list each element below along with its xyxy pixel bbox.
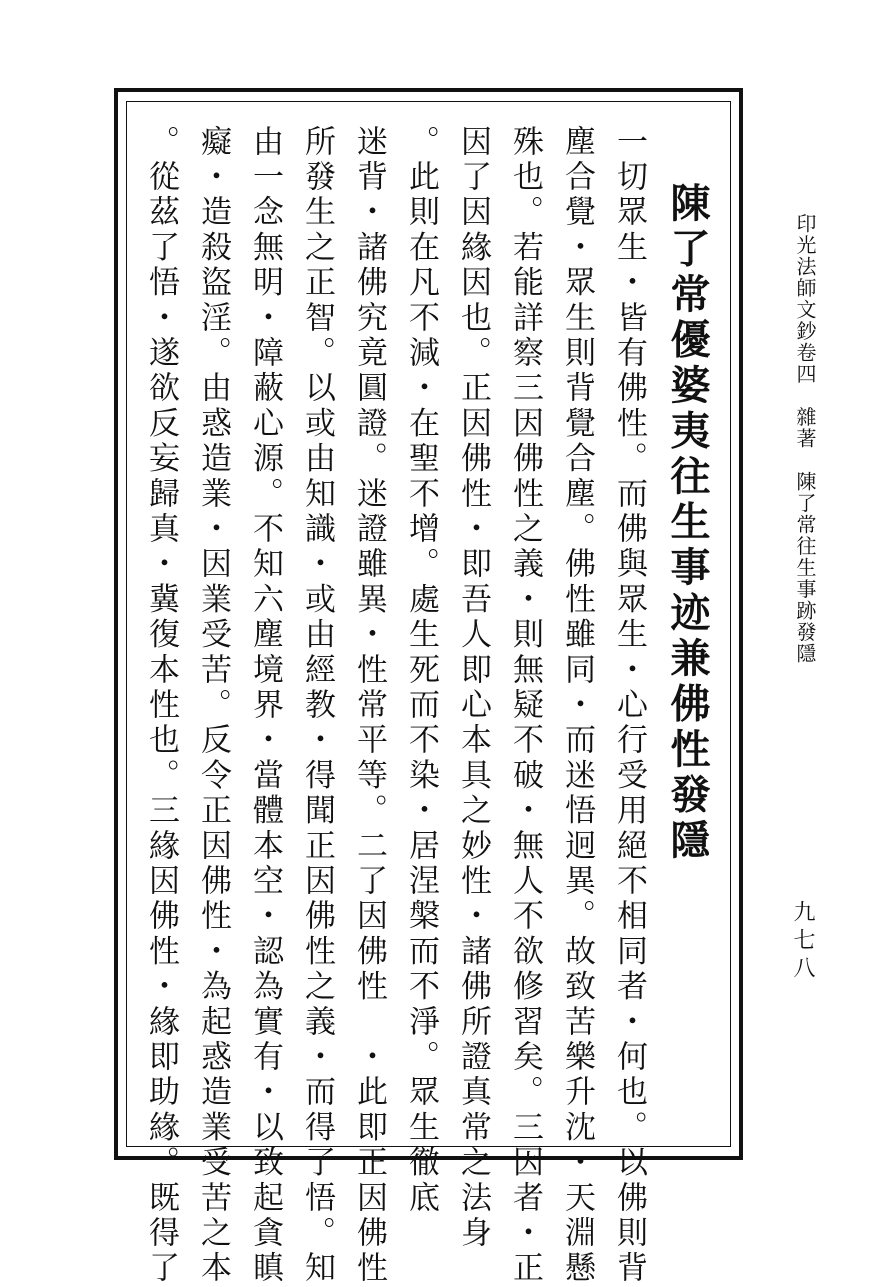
text-column-10: 。從茲了悟・遂欲反妄歸真・冀復本性也。三緣因佛性・緣即助緣。既得了	[143, 125, 179, 1287]
text-column-6: 迷背・諸佛究竟圓證。迷證雖異・性常平等。二了因佛性 ・此即正因佛性	[351, 125, 387, 1287]
text-column-7: 所發生之正智。以或由知識・或由經教・得聞正因佛性之義・而得了悟。知	[299, 125, 335, 1287]
page-number: 九七八	[790, 900, 815, 984]
text-column-5: 。此則在凡不減・在聖不增。處生死而不染・居涅槃而不淨。眾生徹底	[403, 125, 439, 1217]
text-column-9: 癡・造殺盜淫。由惑造業・因業受苦。反令正因佛性・為起惑造業受苦之本	[195, 125, 231, 1287]
text-column-4: 因了因緣因也。正因佛性・即吾人即心本具之妙性・諸佛所證真常之法身	[455, 125, 491, 1252]
running-head: 印光法師文鈔卷四 雜著 陳了常往生事跡發隱	[793, 213, 817, 665]
article-title: 陳了常優婆夷往生事迹兼佛性發隱	[664, 182, 711, 865]
text-column-1: 一切眾生・皆有佛性。而佛與眾生・心行受用絕不相同者・何也。以佛則背	[611, 125, 647, 1287]
text-column-3: 殊也。若能詳察三因佛性之義・則無疑不破・無人不欲修習矣。三因者・正	[507, 125, 543, 1287]
text-column-2: 塵合覺・眾生則背覺合塵。佛性雖同・而迷悟迥異。故致苦樂升沈・天淵懸	[559, 125, 595, 1287]
text-column-8: 由一念無明・障蔽心源。不知六塵境界・當體本空・認為實有・以致起貪瞋	[247, 125, 283, 1287]
